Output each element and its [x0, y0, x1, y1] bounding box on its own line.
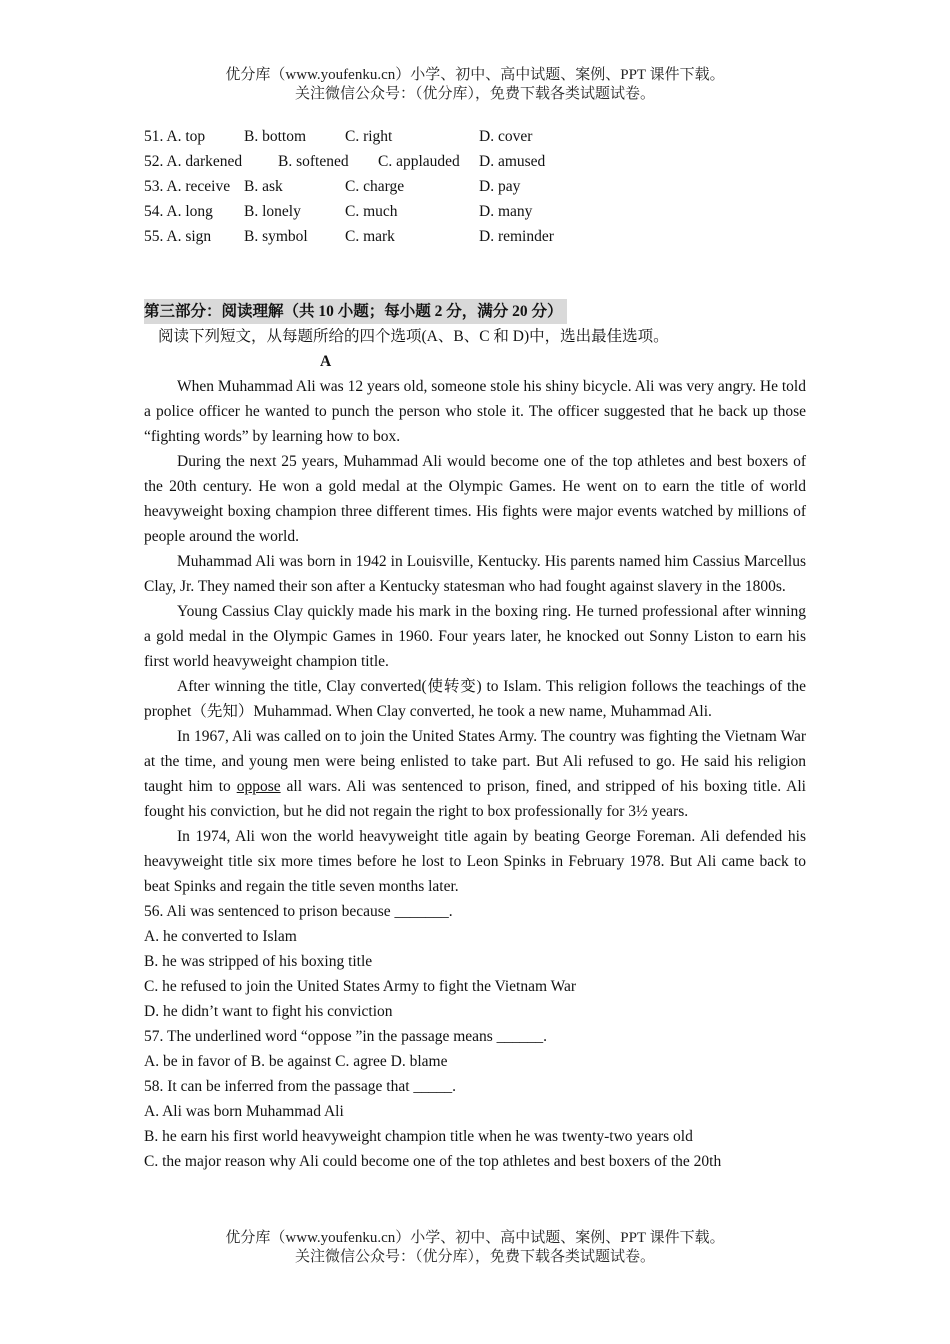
passage-paragraph-2: During the next 25 years, Muhammad Ali would become one of the top athletes and best boxers of the 20th century. He won a gold medal at the Olympic Games. He went on to earn the title of world heavyweight boxing champion three different times. His fights were major events watched by millions of people around the world.	[144, 453, 806, 545]
option-a: 51. A. top	[144, 128, 206, 145]
section-instruction: 阅读下列短文，从每题所给的四个选项(A、B、C 和 D)中，选出最佳选项。	[158, 328, 669, 345]
option-row-51	[144, 124, 806, 149]
question-56-option-d: D. he didn’t want to fight his conviction	[144, 1003, 393, 1020]
option-b: B. ask	[244, 178, 283, 195]
option-a: 54. A. long	[144, 203, 213, 220]
option-d: D. many	[479, 203, 533, 220]
question-58: 58. It can be inferred from the passage that _____.	[144, 1078, 457, 1095]
option-row-55	[144, 224, 806, 249]
passage-paragraph-3: Muhammad Ali was born in 1942 in Louisville, Kentucky. His parents named him Cassius Marcellus Clay, Jr. They named their son after a Kentucky statesman who had fought against slavery in the 1800s.	[144, 553, 806, 595]
option-b: B. symbol	[244, 228, 308, 245]
question-58-option-b: B. he earn his first world heavyweight champion title when he was twenty-two years old	[144, 1128, 693, 1145]
option-b: B. bottom	[244, 128, 307, 145]
option-row-52	[144, 149, 806, 174]
paragraph-text: In 1967, Ali was called on to join the United States Army. The country was fighting the Vietnam War at the time, and young men were being enlisted to take part. But Ali refused to go. He said his religion taught him to	[144, 728, 806, 795]
option-row-54	[144, 199, 806, 224]
paragraph-text: all wars. Ali was sentenced to prison, fined, and stripped of his boxing title. Ali fought his conviction, but he did not regain the right to box professionally for 3½ years.	[144, 778, 806, 820]
header-line-2: 关注微信公众号：（优分库），免费下载各类试题试卷。	[294, 86, 655, 102]
question-56-option-b: B. he was stripped of his boxing title	[144, 953, 373, 970]
passage-paragraph-4: Young Cassius Clay quickly made his mark in the boxing ring. He turned professional after winning a gold medal in the Olympic Games in 1960. Four years later, he knocked out Sonny Liston to earn his first world heavyweight champion title.	[144, 603, 806, 670]
option-c: C. applauded	[378, 153, 460, 170]
option-d: D. cover	[479, 128, 533, 145]
option-d: D. reminder	[479, 228, 554, 245]
page-footer	[0, 1229, 950, 1267]
option-b: B. lonely	[244, 203, 301, 220]
footer-line-1: 优分库（www.youfenku.cn）小学、初中、高中试题、案例、PPT 课件下载。	[225, 1230, 725, 1246]
page-header	[0, 66, 950, 104]
question-57: 57. The underlined word “oppose ”in the passage means ______.	[144, 1028, 548, 1045]
footer-line-2: 关注微信公众号：（优分库），免费下载各类试题试卷。	[294, 1249, 655, 1265]
section-title: 第三部分：阅读理解（共 10 小题；每小题 2 分，满分 20 分）	[144, 299, 567, 324]
question-56-option-a: A. he converted to Islam	[144, 928, 297, 945]
option-c: C. right	[345, 128, 393, 145]
passage-paragraph-6	[144, 724, 806, 824]
options-block	[144, 124, 806, 249]
header-line-1: 优分库（www.youfenku.cn）小学、初中、高中试题、案例、PPT 课件下载。	[225, 67, 725, 83]
passage-paragraph-7: In 1974, Ali won the world heavyweight title again by beating George Foreman. Ali defended his heavyweight title six more times before he lost to Leon Spinks in February 1978. But Ali came back to beat Spinks and regain the title seven months later.	[144, 828, 806, 895]
option-d: D. amused	[479, 153, 546, 170]
option-b: B. softened	[278, 153, 349, 170]
underlined-word: oppose	[236, 778, 281, 795]
passage-paragraph-5: After winning the title, Clay converted(使转变) to Islam. This religion follows the teachings of the prophet（先知）Muhammad. When Clay converted, he took a new name, Muhammad Ali.	[144, 678, 806, 720]
question-58-option-a: A. Ali was born Muhammad Ali	[144, 1103, 344, 1120]
question-57-options: A. be in favor of B. be against C. agree D. blame	[144, 1053, 448, 1070]
option-c: C. mark	[345, 228, 395, 245]
option-row-53	[144, 174, 806, 199]
passage-paragraph-1: When Muhammad Ali was 12 years old, someone stole his shiny bicycle. Ali was very angry. He told a police officer he wanted to punch the person who stole it. The officer suggested that he back up those “fighting words” by learning how to box.	[144, 378, 806, 445]
option-d: D. pay	[479, 178, 521, 195]
option-c: C. charge	[345, 178, 405, 195]
option-c: C. much	[345, 203, 398, 220]
question-56-option-c: C. he refused to join the United States Army to fight the Vietnam War	[144, 978, 577, 995]
option-a: 52. A. darkened	[144, 153, 243, 170]
document-body	[144, 124, 806, 1174]
question-56: 56. Ali was sentenced to prison because _______.	[144, 903, 453, 920]
question-58-option-c: C. the major reason why Ali could become one of the top athletes and best boxers of the 20th	[144, 1153, 722, 1170]
passage-label: A	[320, 353, 332, 370]
option-a: 53. A. receive	[144, 178, 231, 195]
option-a: 55. A. sign	[144, 228, 212, 245]
